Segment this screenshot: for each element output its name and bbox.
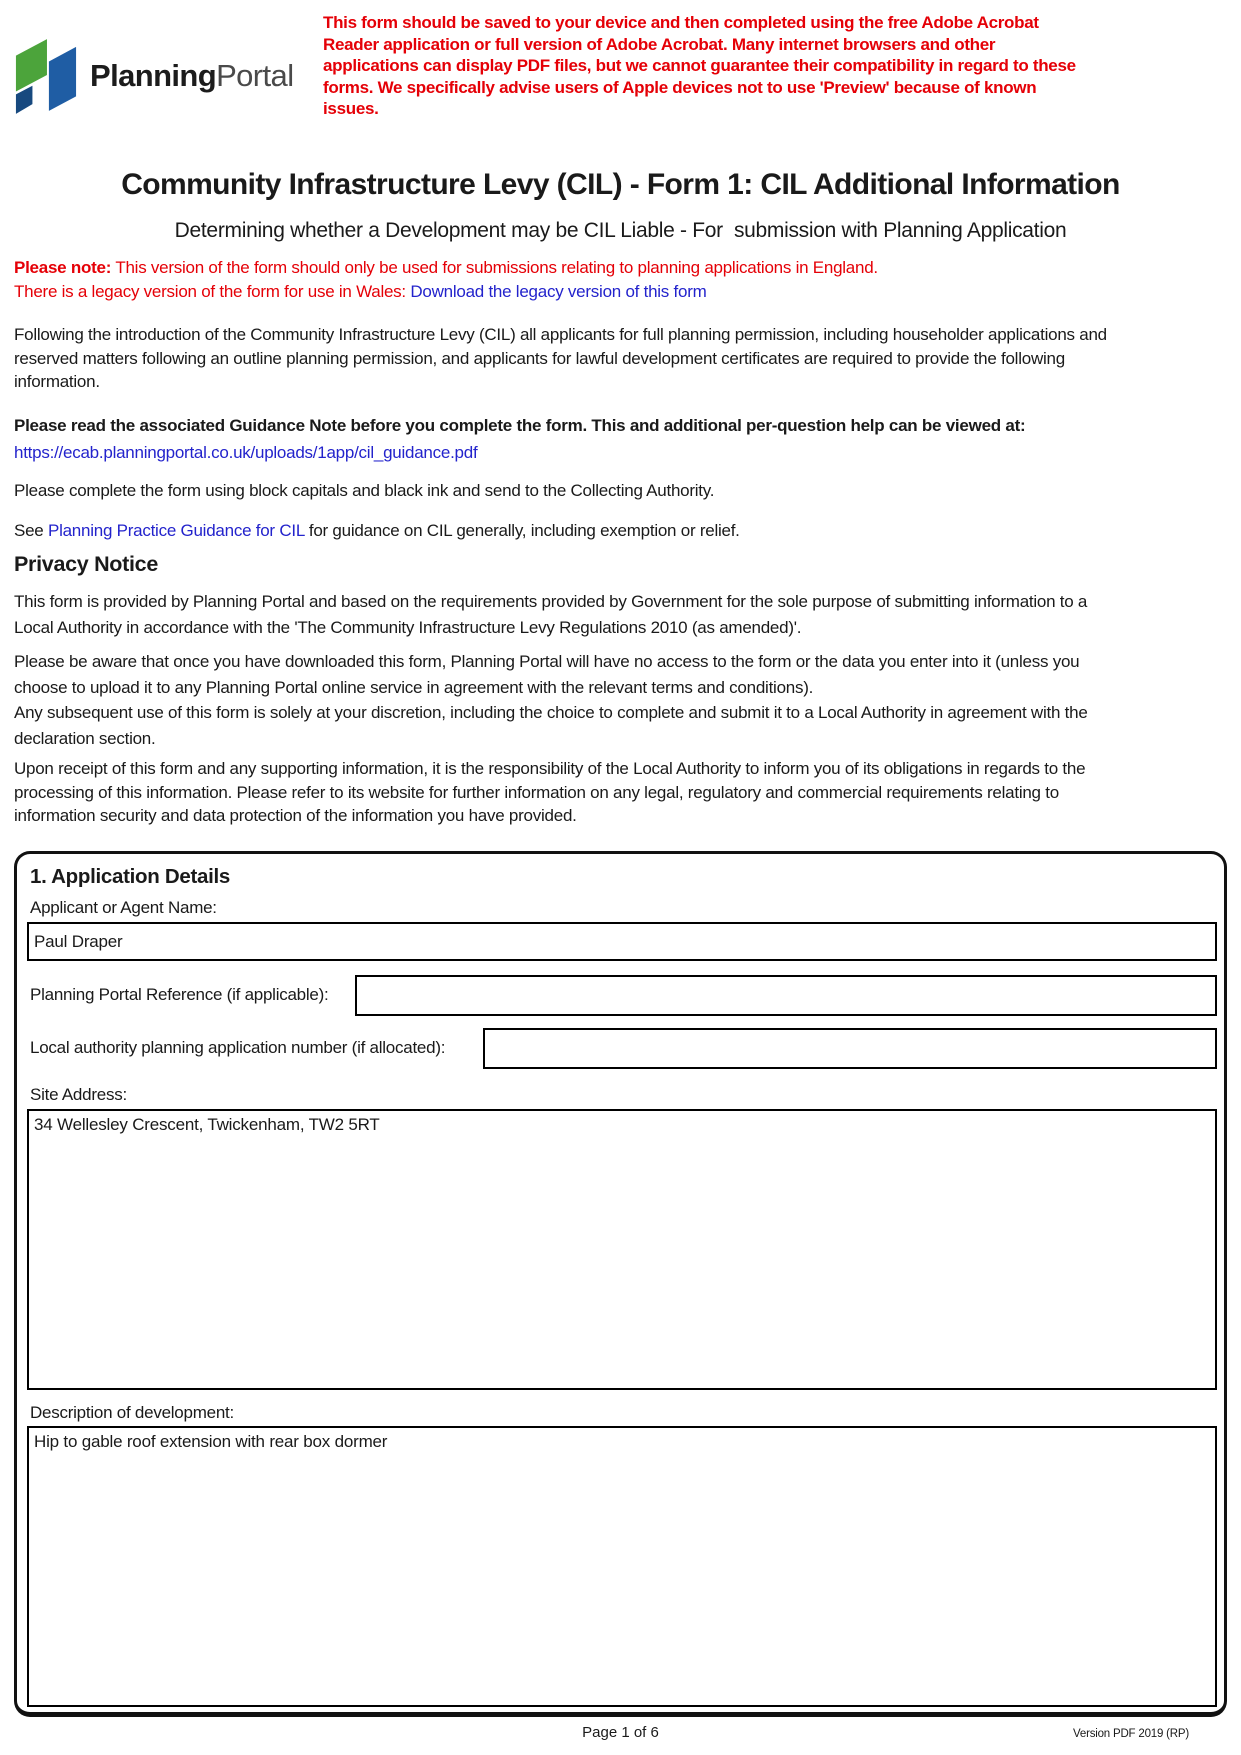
- privacy-paragraph-3: Upon receipt of this form and any supporting information, it is the responsibility of the Local Authority to inform you of its obligations in regards to the processing of this information. Please refer to its website for further information on any legal, regulatory and commercial requirements relating to information security and data protection of the information you have provided.: [14, 759, 1086, 825]
- england-note-line1: Please note: This version of the form should only be used for submissions relating to planning applications in England.: [14, 258, 878, 277]
- planning-portal-logo-icon: [14, 36, 78, 116]
- application-details-section: [14, 851, 1227, 1717]
- site-address-label: Site Address:: [30, 1085, 127, 1104]
- wales-note-line2: There is a legacy version of the form for use in Wales: Download the legacy version of this form: [14, 282, 707, 301]
- form-subtitle: Determining whether a Development may be CIL Liable - For submission with Planning Application: [174, 219, 1067, 242]
- guidance-note-line: Please read the associated Guidance Note before you complete the form. This and additional per-question help can be viewed at:: [14, 416, 1026, 435]
- legacy-form-link[interactable]: Download the legacy version of this form: [410, 282, 707, 301]
- applicant-name-input[interactable]: [27, 922, 1217, 961]
- acrobat-warning-text: This form should be saved to your device and then completed using the free Adobe Acrobat Reader application or full version of Adobe Acrobat. Many internet browsers and other applications can display PDF files, but we cannot guarantee their compatibility in regard to these forms. We specifically advise users of Apple devices not to use 'Preview' because of known issues.: [323, 13, 1076, 119]
- planning-portal-reference-label: Planning Portal Reference (if applicable):: [30, 985, 329, 1004]
- cil-guidance-url-link[interactable]: https://ecab.planningportal.co.uk/uploads/1app/cil_guidance.pdf: [14, 443, 478, 462]
- applicant-name-label: Applicant or Agent Name:: [30, 898, 217, 917]
- privacy-notice-heading: Privacy Notice: [14, 552, 158, 576]
- version-label: Version PDF 2019 (RP): [1073, 1728, 1189, 1740]
- please-note-label: Please note:: [14, 258, 112, 277]
- description-of-development-textarea[interactable]: [27, 1426, 1217, 1707]
- wordmark-planning: Planning: [90, 58, 217, 93]
- local-authority-number-label: Local authority planning application number (if allocated):: [30, 1038, 446, 1057]
- planning-portal-wordmark: [90, 58, 293, 94]
- planning-practice-guidance-link[interactable]: Planning Practice Guidance for CIL: [47, 521, 305, 540]
- site-address-textarea[interactable]: [27, 1109, 1217, 1390]
- local-authority-number-input[interactable]: [483, 1028, 1217, 1069]
- privacy-paragraph-1: This form is provided by Planning Portal and based on the requirements provided by Government for the sole purpose of submitting information to a Local Authority in accordance with the 'The Community Infrastructure Levy Regulations 2010 (as amended)'.: [14, 592, 1088, 637]
- planning-portal-logo: [14, 36, 293, 116]
- wordmark-portal: Portal: [216, 58, 294, 93]
- section-title: 1. Application Details: [30, 865, 230, 888]
- page-number: Page 1 of 6: [582, 1724, 659, 1741]
- intro-paragraph: Following the introduction of the Community Infrastructure Levy (CIL) all applicants for full planning permission, including householder applications and reserved matters following an outline planning permission, and applicants for lawful development certificates are required to provide the following information.: [14, 325, 1107, 391]
- see-guidance-line: See Planning Practice Guidance for CIL for guidance on CIL generally, including exemption or relief.: [14, 521, 740, 540]
- form-title: Community Infrastructure Levy (CIL) - Form 1: CIL Additional Information: [121, 168, 1120, 201]
- description-of-development-label: Description of development:: [30, 1403, 234, 1422]
- block-capitals-instruction: Please complete the form using block capitals and black ink and send to the Collecting Authority.: [14, 481, 715, 500]
- england-note: [14, 256, 1114, 304]
- privacy-paragraph-2: Please be aware that once you have downloaded this form, Planning Portal will have no access to the form or the data you enter into it (unless you choose to upload it to any Planning Portal online service in agreement with the relevant terms and conditions). Any subsequent use of this form is solely at your discretion, including the choice to complete and submit it to a Local Authority in agreement with the declaration section.: [14, 652, 1088, 748]
- planning-portal-reference-input[interactable]: [355, 975, 1217, 1016]
